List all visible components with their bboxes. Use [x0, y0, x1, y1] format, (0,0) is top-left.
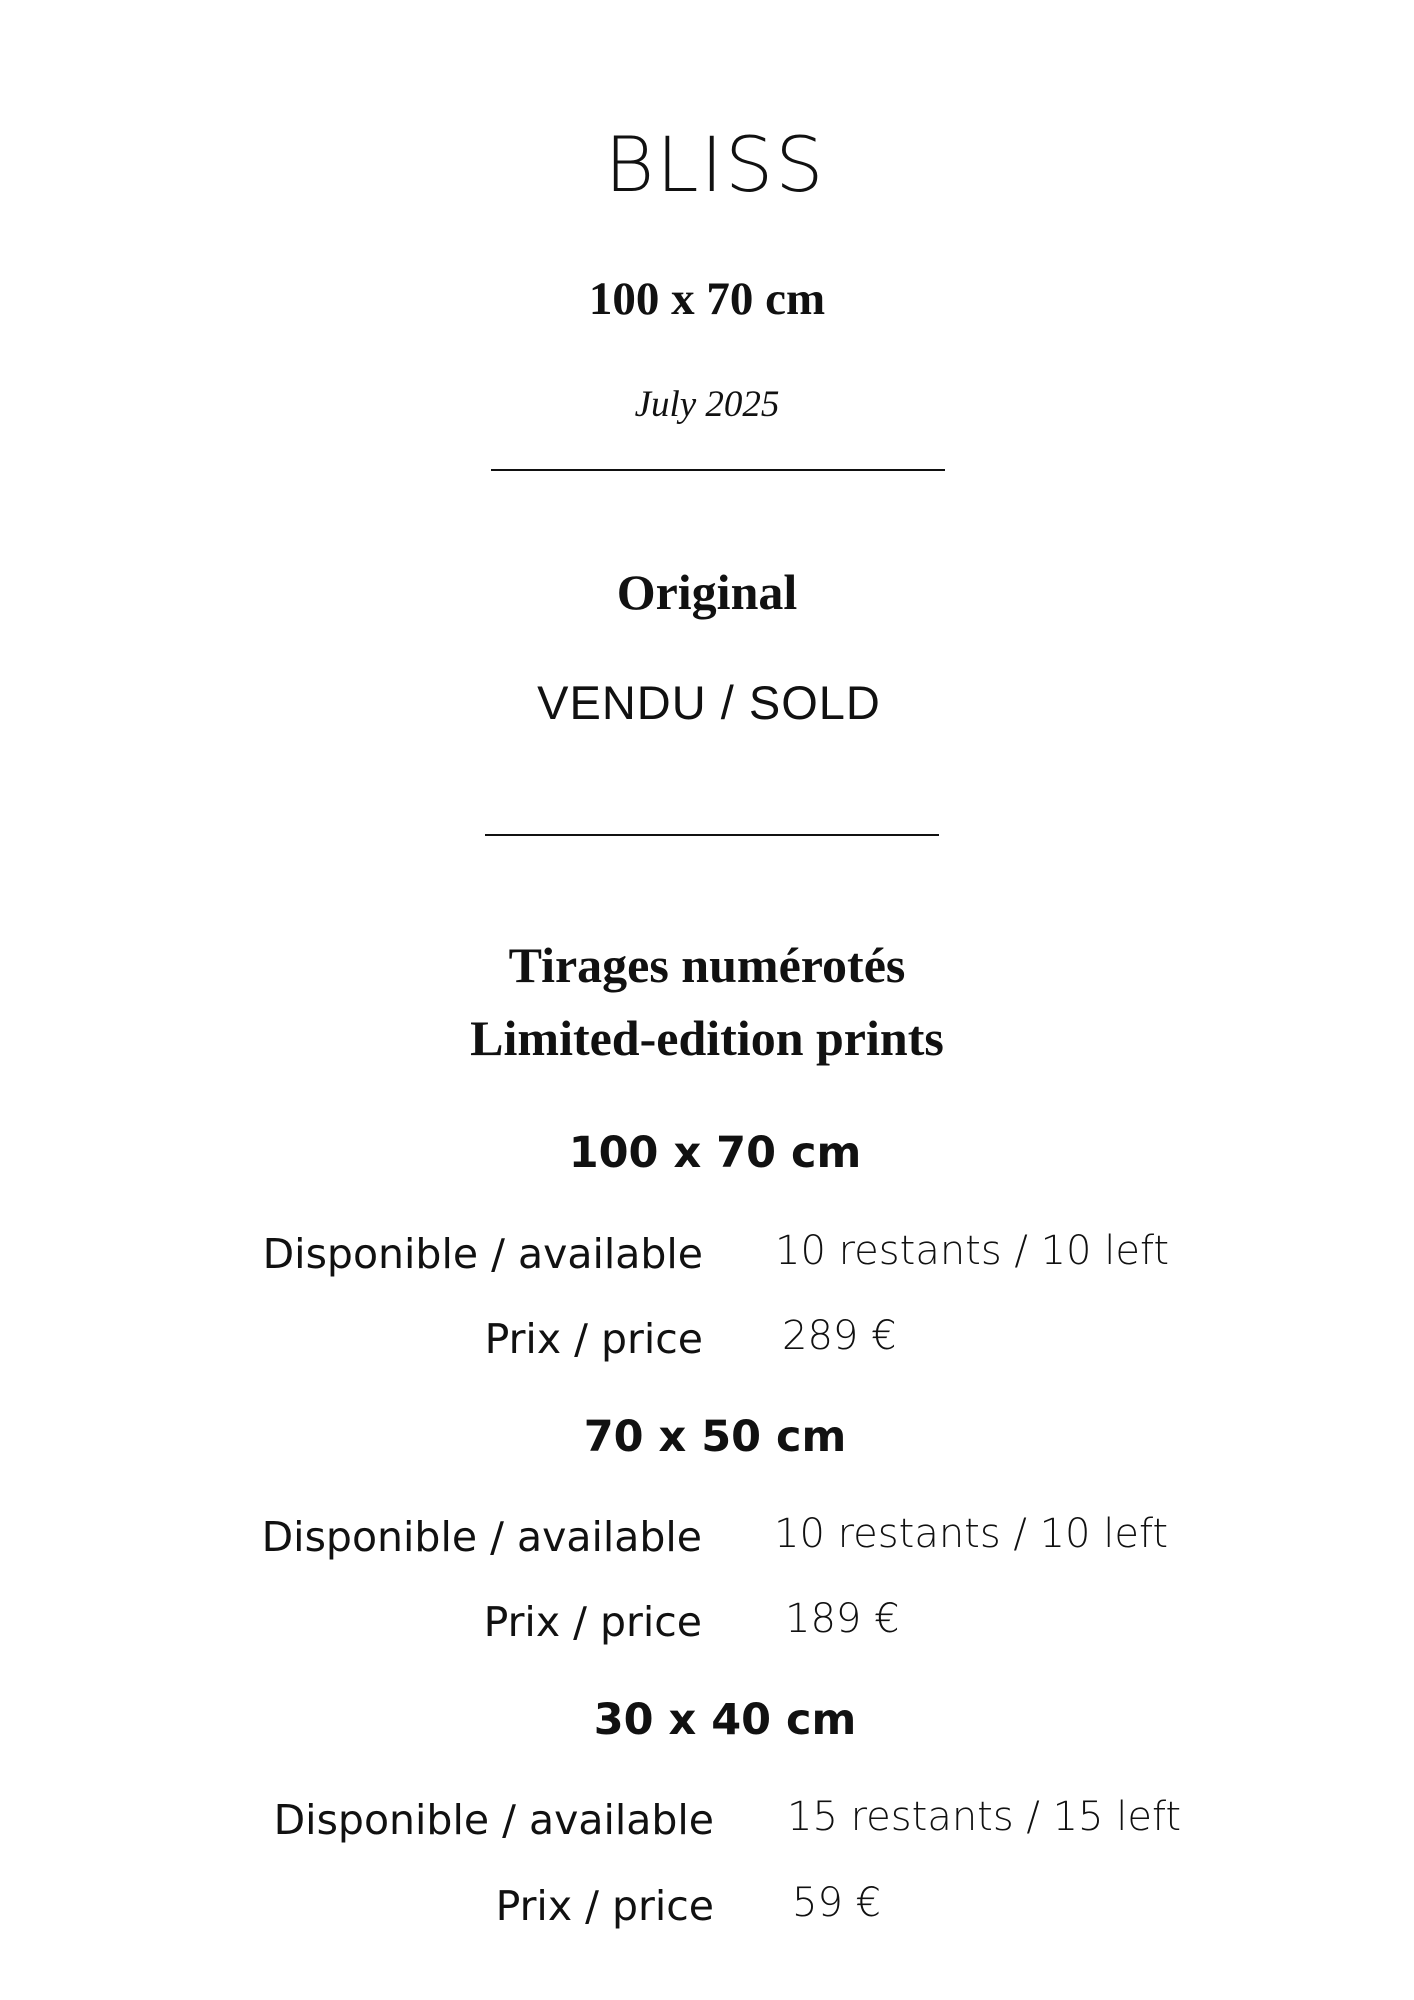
sold-status: VENDU / SOLD	[537, 676, 881, 729]
artwork-title: BLISS	[604, 120, 826, 209]
price-label: Prix / price	[483, 1598, 702, 1646]
prints-heading	[0, 929, 1414, 1075]
availability-label: Disponible / available	[262, 1230, 703, 1278]
artwork-date: July 2025	[634, 384, 780, 425]
availability-value: 10 restants / 10 left	[775, 1228, 1170, 1274]
price-value: 189 €	[785, 1596, 900, 1642]
original-heading: Original	[616, 564, 798, 620]
availability-value: 15 restants / 15 left	[787, 1794, 1182, 1840]
prints-heading-en: Limited-edition prints	[470, 1010, 944, 1066]
availability-label: Disponible / available	[261, 1513, 702, 1561]
print-size-heading: 70 x 50 cm	[583, 1412, 847, 1462]
price-value: 59 €	[792, 1880, 882, 1926]
price-value: 289 €	[782, 1313, 897, 1359]
artwork-dimensions: 100 x 70 cm	[588, 273, 826, 325]
price-label: Prix / price	[495, 1882, 714, 1930]
price-label: Prix / price	[484, 1315, 703, 1363]
availability-label: Disponible / available	[273, 1796, 714, 1844]
prints-heading-fr: Tirages numérotés	[508, 937, 906, 993]
print-size-heading: 30 x 40 cm	[593, 1695, 857, 1745]
divider-top	[491, 469, 945, 471]
divider-middle	[485, 834, 939, 836]
print-size-heading: 100 x 70 cm	[568, 1128, 862, 1178]
availability-value: 10 restants / 10 left	[774, 1511, 1169, 1557]
